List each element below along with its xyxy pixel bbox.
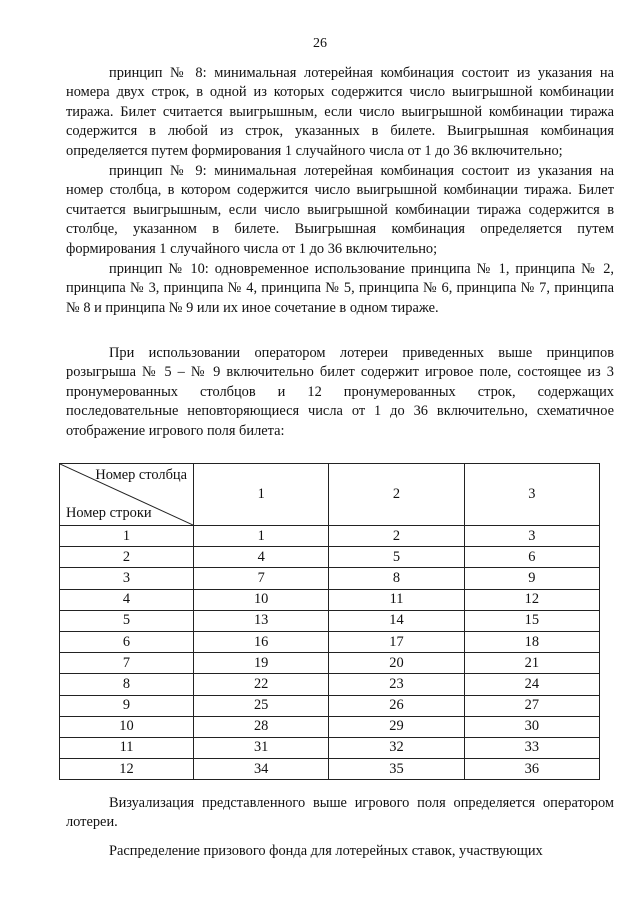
table-intro-text <box>66 344 614 441</box>
game-field-table <box>59 463 600 780</box>
number-cell: 4 <box>194 547 329 568</box>
row-number-cell: 9 <box>60 695 194 716</box>
column-header: 1 <box>194 464 329 526</box>
paragraph-principle-8: принцип № 8: минимальная лотерейная комбинация состоит из указания на номера двух строк, в одной из которых содержится число выигрышной комбинации тиража. Билет считается выигрышным, если число выигрышной комбинации тиража содержится в любой из строк, указанных в билете. Выигрышная комбинация определяется путем формирования 1 случайного числа от 1 до 36 включительно; <box>66 65 614 159</box>
row-number-cell: 11 <box>60 737 194 758</box>
table-row <box>60 589 600 610</box>
number-cell: 30 <box>464 716 599 737</box>
number-cell: 6 <box>464 547 599 568</box>
row-number-cell: 1 <box>60 526 194 547</box>
row-number-cell: 12 <box>60 759 194 780</box>
table-row <box>60 716 600 737</box>
number-cell: 17 <box>329 631 464 652</box>
number-cell: 11 <box>329 589 464 610</box>
row-number-cell: 10 <box>60 716 194 737</box>
table-body <box>60 526 600 780</box>
row-number-cell: 4 <box>60 589 194 610</box>
principles-text <box>66 64 614 318</box>
column-header: 2 <box>329 464 464 526</box>
table-row <box>60 653 600 674</box>
table-row <box>60 674 600 695</box>
table-row <box>60 759 600 780</box>
number-cell: 26 <box>329 695 464 716</box>
column-header: 3 <box>464 464 599 526</box>
number-cell: 34 <box>194 759 329 780</box>
row-number-cell: 6 <box>60 631 194 652</box>
table-row <box>60 695 600 716</box>
paragraph-prize-fund: Распределение призового фонда для лотерейных ставок, участвующих <box>109 842 543 859</box>
number-cell: 23 <box>329 674 464 695</box>
row-number-cell: 7 <box>60 653 194 674</box>
number-cell: 29 <box>329 716 464 737</box>
number-cell: 3 <box>464 526 599 547</box>
row-number-cell: 2 <box>60 547 194 568</box>
number-cell: 13 <box>194 610 329 631</box>
number-cell: 16 <box>194 631 329 652</box>
table-row <box>60 610 600 631</box>
number-cell: 33 <box>464 737 599 758</box>
number-cell: 24 <box>464 674 599 695</box>
number-cell: 28 <box>194 716 329 737</box>
number-cell: 21 <box>464 653 599 674</box>
row-number-label: Номер строки <box>66 505 152 521</box>
column-number-label: Номер столбца <box>95 467 187 483</box>
number-cell: 22 <box>194 674 329 695</box>
row-number-cell: 5 <box>60 610 194 631</box>
number-cell: 5 <box>329 547 464 568</box>
table-row <box>60 526 600 547</box>
number-cell: 2 <box>329 526 464 547</box>
number-cell: 7 <box>194 568 329 589</box>
number-cell: 12 <box>464 589 599 610</box>
page-number: 26 <box>313 36 327 51</box>
paragraph-visualization: Визуализация представленного выше игрового поля определяется оператором лотереи. <box>66 795 614 831</box>
number-cell: 14 <box>329 610 464 631</box>
row-number-cell: 8 <box>60 674 194 695</box>
table-row <box>60 631 600 652</box>
number-cell: 1 <box>194 526 329 547</box>
number-cell: 8 <box>329 568 464 589</box>
number-cell: 32 <box>329 737 464 758</box>
number-cell: 18 <box>464 631 599 652</box>
number-cell: 25 <box>194 695 329 716</box>
paragraph-table-intro: При использовании оператором лотереи приведенных выше принципов розыгрыша № 5 – № 9 включительно билет содержит игровое поле, состоящее из 3 пронумерованных столбцов и 12 пронумерованных строк, содержащих последовательные неповторяющиеся числа от 1 до 36 включительно, схематичное отображение игрового поля билета: <box>66 345 614 439</box>
table-row <box>60 737 600 758</box>
table-row <box>60 547 600 568</box>
closing-text <box>66 794 614 861</box>
number-cell: 15 <box>464 610 599 631</box>
number-cell: 10 <box>194 589 329 610</box>
number-cell: 31 <box>194 737 329 758</box>
row-number-cell: 3 <box>60 568 194 589</box>
table-row <box>60 568 600 589</box>
paragraph-principle-10: принцип № 10: одновременное использование принципа № 1, принципа № 2, принципа № 3, принципа № 4, принципа № 5, принципа № 6, принципа № 7, принципа № 8 и принципа № 9 или их иное сочетание в одном тираже. <box>66 261 614 316</box>
paragraph-principle-9: принцип № 9: минимальная лотерейная комбинация состоит из указания на номер столбца, в котором содержится число выигрышной комбинации тиража. Билет считается выигрышным, если число выигрышной комбинации тиража содержится в столбце, указанном в билете. Выигрышная комбинация определяется путем формирования 1 случайного числа от 1 до 36 включительно; <box>66 163 614 257</box>
number-cell: 20 <box>329 653 464 674</box>
number-cell: 36 <box>464 759 599 780</box>
table-header-row <box>60 464 600 526</box>
table-corner-cell <box>60 464 194 526</box>
number-cell: 9 <box>464 568 599 589</box>
number-cell: 35 <box>329 759 464 780</box>
number-cell: 27 <box>464 695 599 716</box>
number-cell: 19 <box>194 653 329 674</box>
